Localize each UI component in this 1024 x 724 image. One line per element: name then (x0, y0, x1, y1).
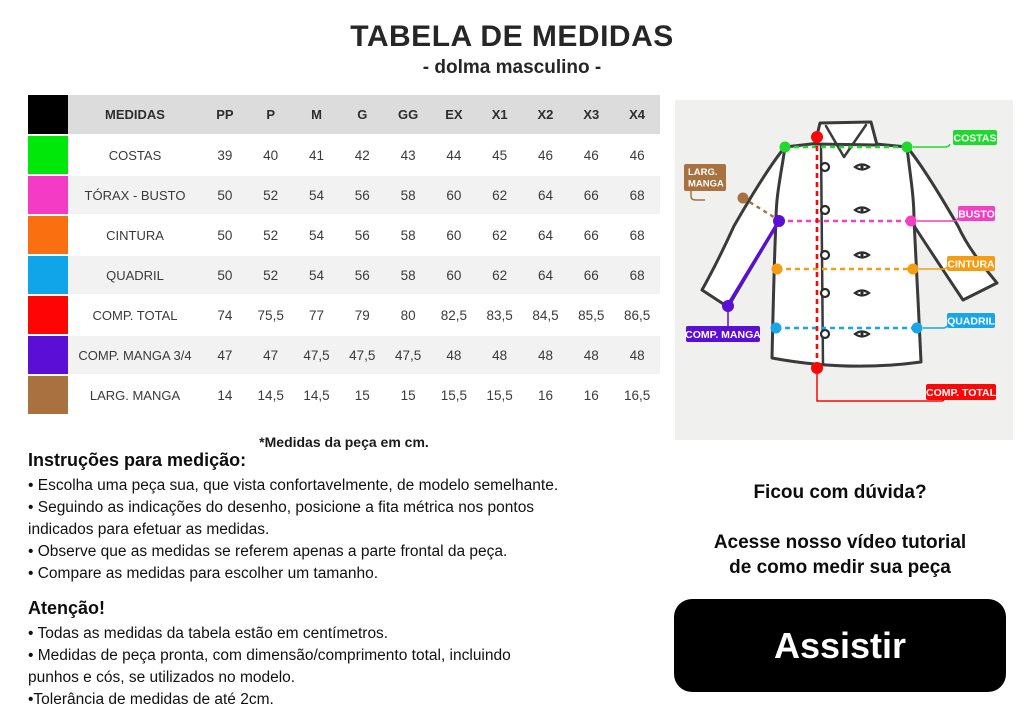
attention-heading: Atenção! (28, 598, 106, 618)
measure-cell: 47,5 (339, 335, 385, 375)
measure-cell: 58 (385, 215, 431, 255)
busto-dot (906, 216, 917, 227)
measure-cell: 54 (294, 255, 340, 295)
row-color-swatch (28, 175, 68, 215)
measure-cell: 43 (385, 135, 431, 175)
size-table-header-row (28, 95, 660, 135)
row-label: COSTAS (68, 135, 202, 175)
measure-cell: 48 (568, 335, 614, 375)
cintura-label-text: CINTURA (947, 258, 995, 271)
table-row (28, 375, 660, 415)
measure-cell: 62 (477, 255, 523, 295)
measure-cell: 39 (202, 135, 248, 175)
column-header: X2 (523, 95, 569, 135)
table-row (28, 255, 660, 295)
measure-cell: 15 (339, 375, 385, 415)
row-color-swatch (28, 295, 68, 335)
measure-cell: 68 (614, 255, 660, 295)
measure-cell: 47,5 (294, 335, 340, 375)
row-label: COMP. MANGA 3/4 (68, 335, 202, 375)
bullet-item: • Compare as medidas para escolher um tamanho. (28, 565, 379, 582)
measure-cell: 56 (339, 255, 385, 295)
measure-cell: 46 (568, 135, 614, 175)
measure-cell: 52 (248, 255, 294, 295)
row-color-swatch (28, 215, 68, 255)
measure-cell: 15,5 (431, 375, 477, 415)
bullet-item: • Todas as medidas da tabela estão em centímetros. (28, 625, 389, 642)
measure-cell: 74 (202, 295, 248, 335)
measure-cell: 82,5 (431, 295, 477, 335)
measure-cell: 60 (431, 175, 477, 215)
measure-cell: 56 (339, 175, 385, 215)
measure-cell: 15,5 (477, 375, 523, 415)
measure-cell: 14,5 (294, 375, 340, 415)
row-color-swatch (28, 135, 68, 175)
measure-cell: 16 (523, 375, 569, 415)
measure-cell: 62 (477, 215, 523, 255)
quadril-label (947, 313, 995, 328)
measure-cell: 64 (523, 215, 569, 255)
cintura-label (947, 256, 995, 271)
measure-cell: 56 (339, 215, 385, 255)
measure-cell: 14 (202, 375, 248, 415)
measure-cell: 42 (339, 135, 385, 175)
attention-list (28, 623, 548, 711)
measure-cell: 46 (614, 135, 660, 175)
bullet-item: • Medidas de peça pronta, com dimensão/comprimento total, incluindo punhos e cós, se utilizados no modelo. (28, 647, 511, 686)
measure-cell: 83,5 (477, 295, 523, 335)
instructions-list (28, 475, 598, 585)
row-label: LARG. MANGA (68, 375, 202, 415)
column-header: MEDIDAS (68, 95, 202, 135)
bullet-item: •Tolerância de medidas de até 2cm. (28, 691, 274, 708)
larg-manga-dot (738, 193, 749, 204)
measure-cell: 60 (431, 255, 477, 295)
measure-cell: 85,5 (568, 295, 614, 335)
costas-label-text: COSTAS (953, 132, 997, 145)
busto-label-text: BUSTO (958, 208, 995, 221)
measure-cell: 47 (202, 335, 248, 375)
costas-label (953, 130, 997, 145)
column-header: PP (202, 95, 248, 135)
table-row (28, 295, 660, 335)
size-table-body (28, 135, 660, 415)
measure-cell: 79 (339, 295, 385, 335)
measure-cell: 47,5 (385, 335, 431, 375)
page-subtitle: - dolma masculino - (422, 57, 602, 78)
bullet-item: • Seguindo as indicações do desenho, posicione a fita métrica nos pontos indicados para efetuar as medidas. (28, 499, 535, 538)
measure-cell: 68 (614, 215, 660, 255)
measure-cell: 66 (568, 215, 614, 255)
measure-cell: 48 (523, 335, 569, 375)
measure-cell: 50 (202, 175, 248, 215)
assistir-button[interactable]: Assistir (674, 599, 1006, 692)
row-label: QUADRIL (68, 255, 202, 295)
measure-cell: 77 (294, 295, 340, 335)
column-header: X3 (568, 95, 614, 135)
measure-cell: 47 (248, 335, 294, 375)
table-row (28, 215, 660, 255)
column-header: X1 (477, 95, 523, 135)
page-title: TABELA DE MEDIDAS (350, 20, 674, 53)
column-header: G (339, 95, 385, 135)
row-color-swatch (28, 375, 68, 415)
table-row (28, 175, 660, 215)
measure-cell: 66 (568, 255, 614, 295)
instructions-block (28, 450, 598, 585)
column-header: X4 (614, 95, 660, 135)
measure-cell: 68 (614, 175, 660, 215)
measure-cell: 75,5 (248, 295, 294, 335)
measure-cell: 80 (385, 295, 431, 335)
measure-cell: 58 (385, 175, 431, 215)
jacket-measurement-diagram (675, 100, 1013, 440)
measure-cell: 66 (568, 175, 614, 215)
jacket-body (772, 143, 921, 366)
measure-cell: 64 (523, 255, 569, 295)
cta-question: Ficou com dúvida? (753, 482, 927, 503)
jacket-collar (815, 122, 877, 145)
measure-cell: 60 (431, 215, 477, 255)
cta-block (662, 470, 1018, 692)
comp-manga-label (685, 326, 761, 342)
measure-cell: 50 (202, 215, 248, 255)
measure-cell: 48 (431, 335, 477, 375)
measure-cell: 16 (568, 375, 614, 415)
measure-cell: 44 (431, 135, 477, 175)
measure-cell: 48 (614, 335, 660, 375)
cta-tutorial-line2: de como medir sua peça (729, 557, 951, 578)
measurements-table (28, 95, 660, 416)
instructions-heading: Instruções para medição: (28, 450, 247, 470)
table-row (28, 135, 660, 175)
measure-cell: 50 (202, 255, 248, 295)
header-color-swatch (28, 95, 68, 135)
column-header: GG (385, 95, 431, 135)
measure-cell: 15 (385, 375, 431, 415)
measure-cell: 84,5 (523, 295, 569, 335)
larg-manga-label-line2: MANGA (688, 178, 724, 190)
column-header: M (294, 95, 340, 135)
comp-total-label (926, 384, 997, 400)
table-row (28, 335, 660, 375)
measure-cell: 48 (477, 335, 523, 375)
bullet-item: • Escolha uma peça sua, que vista confortavelmente, de modelo semelhante. (28, 477, 559, 494)
table-footnote: *Medidas da peça em cm. (259, 434, 429, 450)
row-color-swatch (28, 255, 68, 295)
measure-cell: 46 (523, 135, 569, 175)
row-label: CINTURA (68, 215, 202, 255)
row-label: COMP. TOTAL (68, 295, 202, 335)
measure-cell: 14,5 (248, 375, 294, 415)
measure-cell: 86,5 (614, 295, 660, 335)
column-header: EX (431, 95, 477, 135)
measure-cell: 40 (248, 135, 294, 175)
measure-cell: 62 (477, 175, 523, 215)
comp-total-label-text: COMP. TOTAL (925, 387, 997, 399)
measure-cell: 54 (294, 175, 340, 215)
measure-cell: 45 (477, 135, 523, 175)
measure-cell: 16,5 (614, 375, 660, 415)
measure-cell: 64 (523, 175, 569, 215)
attention-block (28, 598, 548, 711)
cta-tutorial-line1: Acesse nosso vídeo tutorial (713, 532, 967, 553)
busto-label (958, 206, 995, 221)
measure-cell: 52 (248, 215, 294, 255)
row-label: TÓRAX - BUSTO (68, 175, 202, 215)
measure-cell: 41 (294, 135, 340, 175)
row-color-swatch (28, 335, 68, 375)
comp-manga-label-text: COMP. MANGA (685, 329, 761, 341)
measure-cell: 52 (248, 175, 294, 215)
quadril-label-text: QUADRIL (947, 315, 995, 328)
larg-manga-label (684, 164, 726, 191)
measure-cell: 54 (294, 215, 340, 255)
column-header: P (248, 95, 294, 135)
measure-cell: 58 (385, 255, 431, 295)
bullet-item: • Observe que as medidas se referem apenas a parte frontal da peça. (28, 543, 508, 560)
larg-manga-label-line1: LARG. (688, 167, 718, 178)
